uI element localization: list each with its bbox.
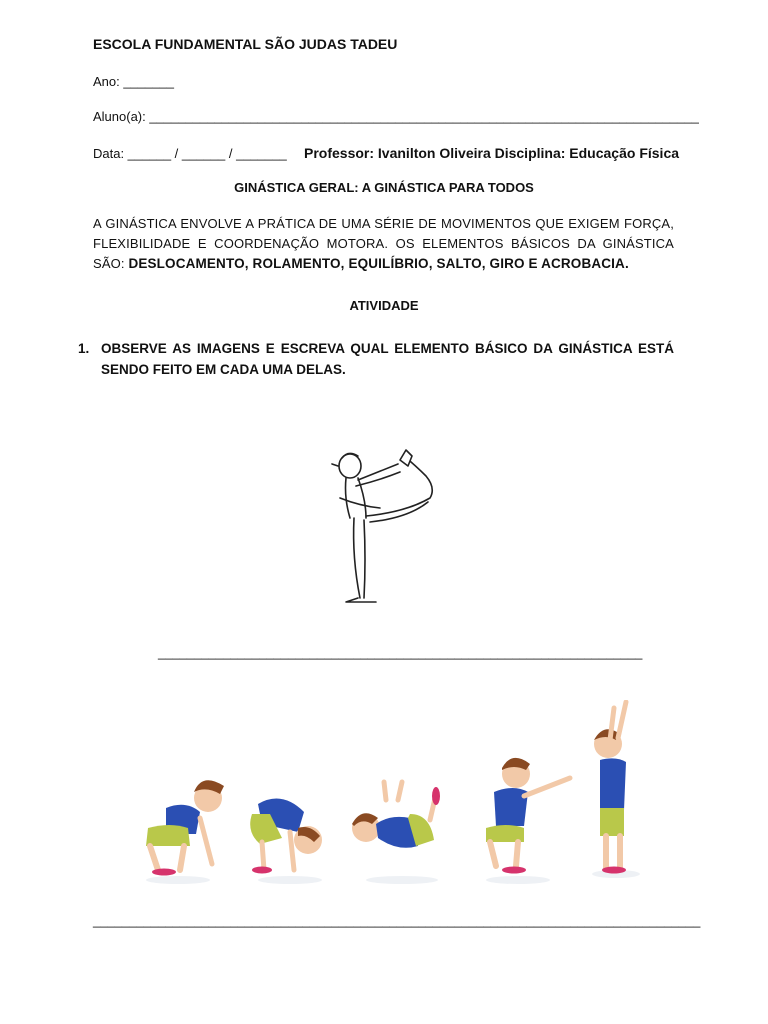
- question-number: 1.: [78, 341, 90, 356]
- answer-line-1[interactable]: ___________________________________________________________________: [158, 645, 643, 660]
- intro-elements: DESLOCAMENTO, ROLAMENTO, EQUILÍBRIO, SALTO, GIRO E ACROBACIA.: [128, 256, 629, 271]
- intro-paragraph: [93, 214, 674, 274]
- student-name-field[interactable]: Aluno(a): ____________________________________________________________________________: [93, 109, 699, 124]
- activity-heading: ATIVIDADE: [349, 298, 419, 313]
- teacher-discipline: Professor: Ivanilton Oliveira Disciplina: Educação Física: [304, 145, 680, 161]
- kid-roll-figure: [352, 782, 440, 884]
- year-field[interactable]: Ano: _______: [93, 74, 174, 89]
- page-title: GINÁSTICA GERAL: A GINÁSTICA PARA TODOS: [234, 180, 534, 195]
- kid-squat-figure: [146, 780, 224, 884]
- question-text: OBSERVE AS IMAGENS E ESCREVA QUAL ELEMENTO BÁSICO DA GINÁSTICA ESTÁ SENDO FEITO EM CADA UMA DELAS.: [101, 341, 674, 377]
- question-1: [78, 338, 674, 380]
- kid-crouch-figure: [486, 758, 570, 884]
- school-name: ESCOLA FUNDAMENTAL SÃO JUDAS TADEU: [93, 36, 398, 52]
- kid-stand-figure: [592, 702, 640, 878]
- answer-line-2[interactable]: ____________________________________________________________________________________: [93, 913, 701, 928]
- roll-sequence-illustration: [130, 700, 650, 890]
- date-field[interactable]: Data: ______ / ______ / _______: [93, 146, 287, 161]
- kid-bend-figure: [250, 799, 322, 884]
- intro-text: A GINÁSTICA ENVOLVE A PRÁTICA DE UMA SÉRIE DE MOVIMENTOS QUE EXIGEM FORÇA, FLEXIBILIDADE E COORDENAÇÃO MOTORA. OS ELEMENTOS BÁSICOS DA GINÁSTICA SÃO:: [93, 216, 674, 271]
- balance-pose-illustration: [318, 442, 438, 612]
